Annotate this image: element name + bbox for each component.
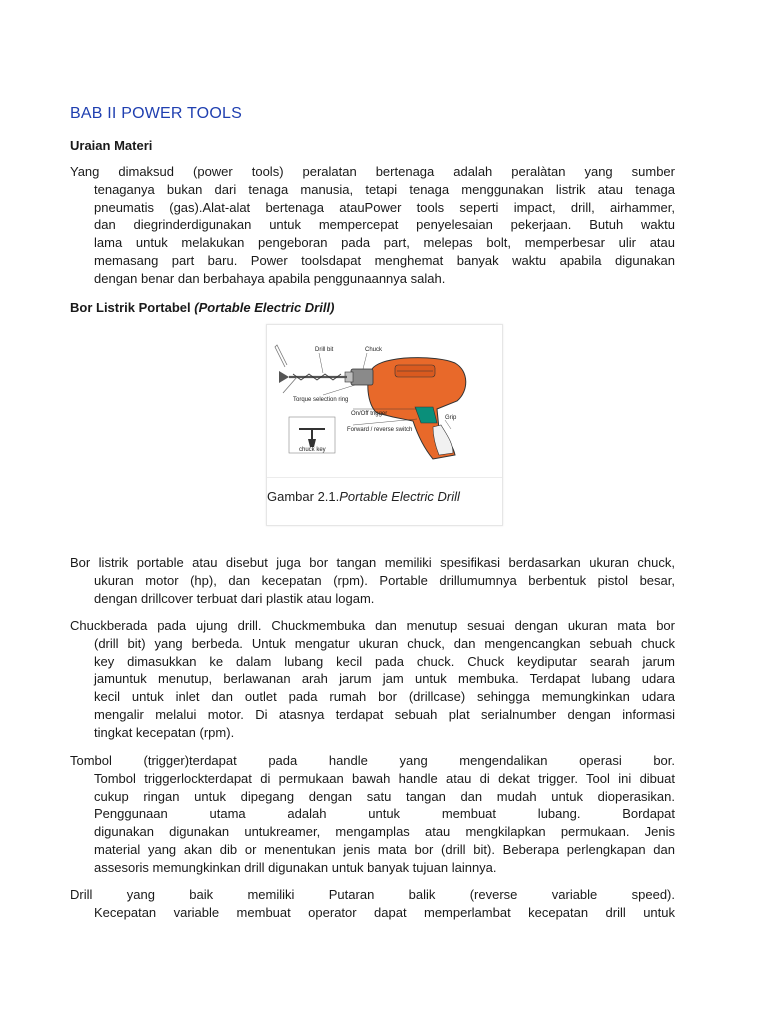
text-line: cukup ringan untuk dipegang dengan satu tangan dan mudah untuk dioperasikan. (94, 788, 675, 804)
paragraph-chuck (70, 617, 675, 742)
label-trigger: On/Off trigger (351, 411, 388, 417)
paragraph-tombol (70, 752, 675, 877)
label-grip: Grip (445, 415, 457, 421)
drill-body (368, 358, 466, 459)
drill-illustration (267, 325, 502, 475)
figure-caption (267, 489, 460, 504)
text-line: memasang part baru. Power toolsdapat menghemat banyak waktu apabila digunakan (94, 252, 675, 268)
text-line: Drill yang baik memiliki Putaran balik (reverse variable speed). (70, 887, 675, 902)
chuck-shape (345, 369, 373, 385)
chapter-title: BAB II POWER TOOLS (70, 105, 242, 122)
caption-prefix: Gambar 2.1. (267, 489, 340, 504)
text-line: Chuckberada pada ujung drill. Chuckmembuka dan menutup sesuai dengan ukuran mata bor (70, 618, 675, 633)
label-chuck-key: chuck key (299, 447, 326, 453)
paragraph-intro (70, 163, 675, 288)
text-line: jamuntuk menutup, berlawanan arah jarum jam untuk membuka. Terdapat lubang udara (94, 671, 675, 687)
figure-portable-drill (266, 324, 503, 526)
text-line: dan diegrinderdigunakan untuk mempercepat penyelesaian pekerjaan. Butuh waktu (94, 217, 675, 233)
text-line: digunakan digunakan untukreamer, mengamplas atau mengkilapkan permukaan. Jenis (94, 824, 675, 840)
text-line: Penggunaan utama adalah untuk membuat lubang. Bordapat (94, 806, 675, 822)
text-line: ukuran motor (hp), dan kecepatan (rpm). Portable drillumumnya berbentuk pistol besar, (94, 572, 675, 588)
section-heading-bor-listrik (70, 300, 334, 315)
caption-italic: Portable Electric Drill (339, 489, 460, 504)
label-switch: Forward / reverse switch (347, 427, 413, 433)
label-chuck: Chuck (365, 347, 383, 353)
text-line: material yang akan dib or menentukan jenis mata bor (drill bit). Beberapa perlengkapan dan (94, 841, 675, 857)
section-heading-uraian: Uraian Materi (70, 138, 153, 153)
text-line: Kecepatan variable membuat operator dapat memperlambat kecepatan drill untuk (94, 904, 675, 920)
text-line: pneumatis (gas).Alat-alat bertenaga atauPower tools seperti impact, drill, airhammer, (94, 199, 675, 215)
text-line: Tombol triggerlockterdapat di permukaan bawah handle atau di dekat trigger. Tool ini dibuat (94, 770, 675, 786)
text-line: dengan drillcover terbuat dari plastik atau logam. (94, 590, 375, 606)
paragraph-drill (70, 886, 675, 922)
section-heading-italic: (Portable Electric Drill) (194, 300, 335, 315)
text-line: (drill bit) yang berbeda. Untuk mengatur ukuran chuck, dan mengencangkan sebuah chuck (94, 635, 675, 651)
text-line: tenaganya bukan dari tenaga manusia, tetapi tenaga menggunakan listrik atau tenaga (94, 181, 675, 197)
figure-divider (267, 477, 502, 478)
text-line: Bor listrik portable atau disebut juga bor tangan memiliki spesifikasi berdasarkan ukuran chuck, (70, 555, 675, 570)
label-drill-bit: Drill bit (315, 347, 334, 353)
section-heading-text: Bor Listrik Portabel (70, 300, 195, 315)
text-line: Tombol (trigger)terdapat pada handle yang mengendalikan operasi bor. (70, 753, 675, 768)
text-line: Yang dimaksud (power tools) peralatan bertenaga adalah peralàtan yang sumber (70, 164, 675, 179)
text-line: tingkat kecepatan (rpm). (94, 724, 235, 740)
text-line: dengan benar dan berbahaya apabila penggunaannya salah. (94, 270, 446, 286)
text-line: lama untuk melakukan pengeboran pada part, melepas bolt, memperbesar ulir atau (94, 235, 675, 251)
paragraph-bor-listrik (70, 554, 675, 607)
text-line: kecil untuk inlet dan outlet pada rumah bor (drillcase) sehingga memungkinkan udara (94, 689, 675, 705)
text-line: assesoris memungkinkan drill digunakan untuk banyak tujuan lainnya. (94, 859, 497, 875)
text-line: key dimasukkan ke dalam lubang kecil pada chuck. Chuck keydiputar searah jarum (94, 653, 675, 669)
text-line: mengalir melalui motor. Di atasnya terdapat sebuah plat serialnumber dengan informasi (94, 706, 675, 722)
label-torque-ring: Torque selection ring (293, 397, 349, 403)
drill-bit-shape (275, 345, 347, 393)
